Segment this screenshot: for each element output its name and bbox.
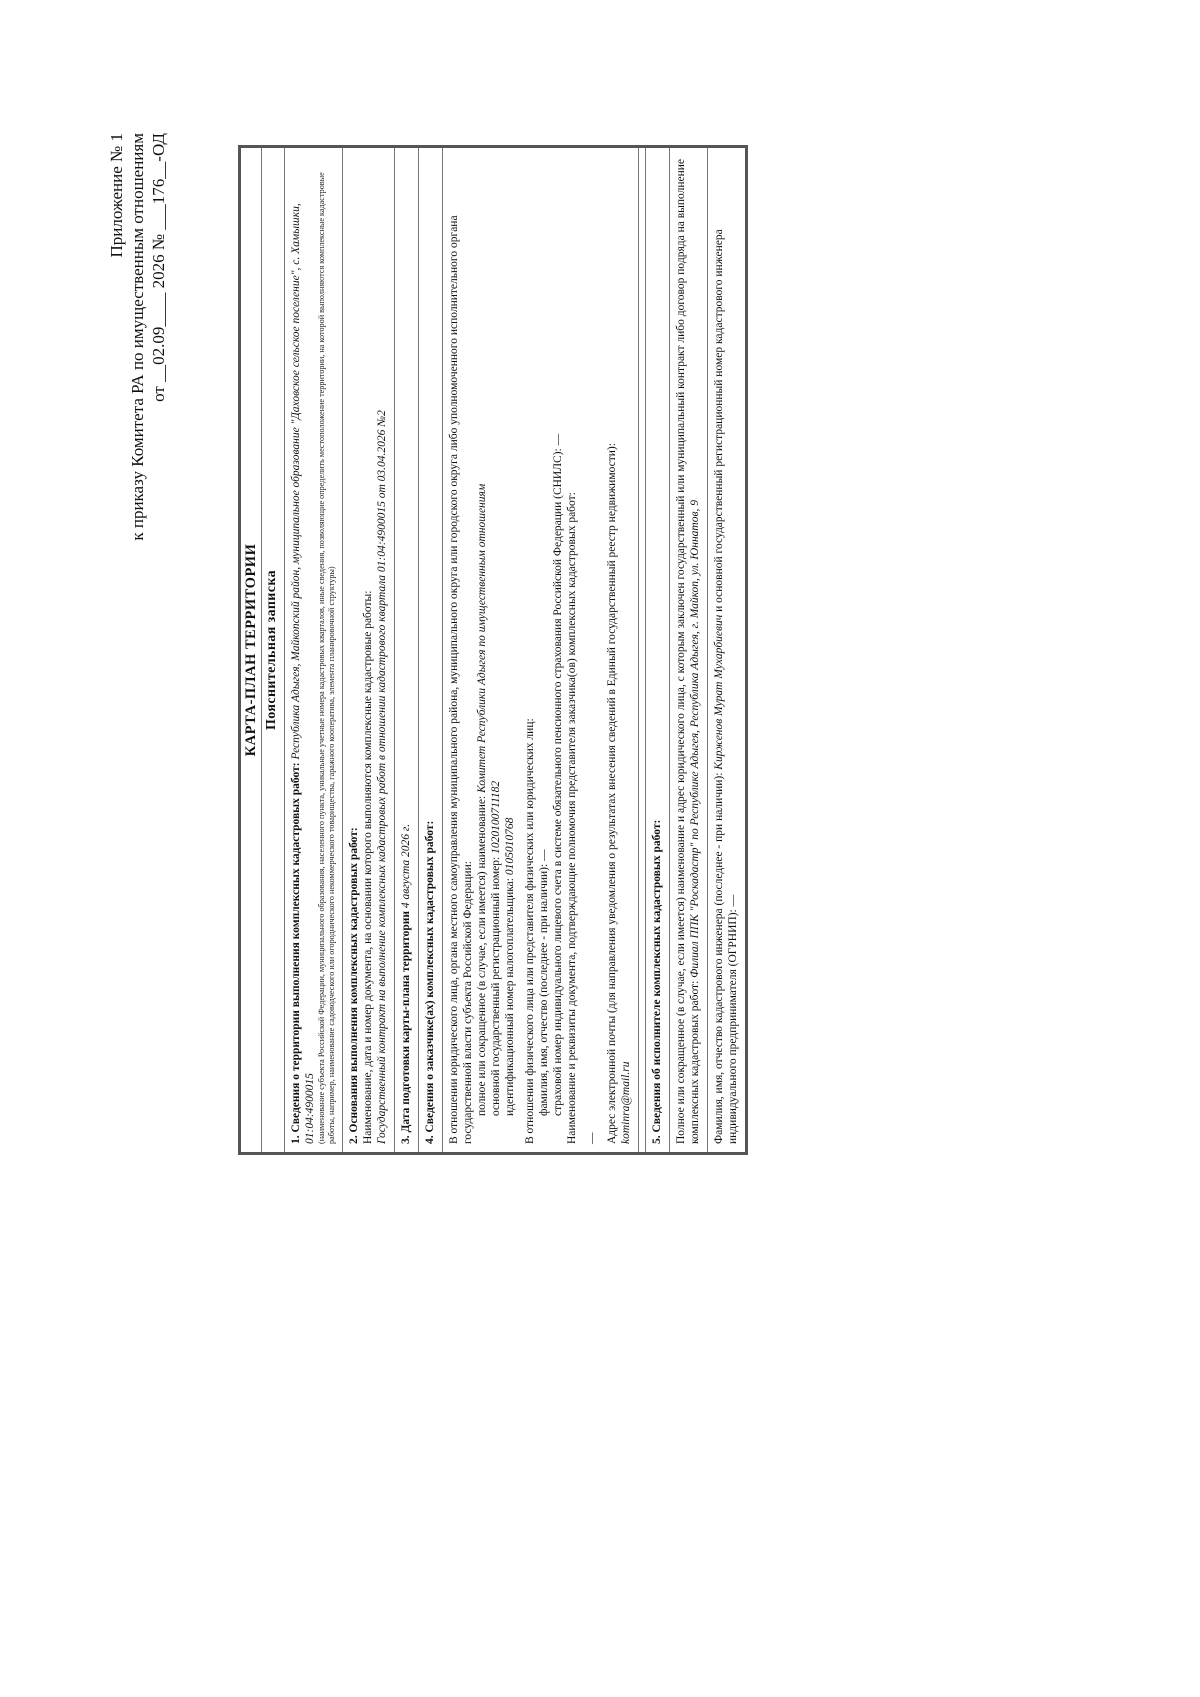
section-2-text: Наименование, дата и номер документа, на основании которого выполняются комплексные кадастровые работы: bbox=[362, 590, 374, 1144]
section-4-inn-value: 0105010768 bbox=[504, 817, 516, 876]
section-5-org-label: Полное или сокращенное (в случае, если имеется) наименование и адрес юридического лица, с которым заключен государственный или муниципальный контракт либо договор подряда на выполнение комплексных кадастровых работ: bbox=[675, 158, 701, 1144]
section-4-email-label: Адрес электронной почты (для направления уведомления о результатах внесения сведений в Единый государственный реестр недвижимости): bbox=[606, 443, 618, 1144]
section-1-note: (наименование субъекта Российской Федерации, муниципального образования, населенного пункта, уникальные учетные номера кадастровых кварталов, иные сведения, позволяющие определить местоположение территории, на которой выполняются комплексные кадастровые работы, например, наименование садоводческого или огороднического некоммерческого товарищества, гаражного кооператива, элемента планировочной структуры) bbox=[317, 172, 336, 1144]
rotated-page bbox=[107, 133, 938, 1155]
section-1-value: Республика Адыгея, Майкопский район, муниципальное образование "Даховское сельское поселение", с. Хамышки, 01:04:4900015 bbox=[290, 203, 316, 1144]
section-4-docs: Наименование и реквизиты документа, подтверждающие полномочия представителя заказчика(ов) комплексных кадастровых работ: bbox=[566, 492, 578, 1144]
subtitle-row bbox=[262, 147, 285, 1154]
section-4-name-value: Комитет Республики Адыгея по имущественным отношениям bbox=[476, 483, 488, 793]
section-5-ogrnip: и основной государственный регистрационный номер кадастрового инженера индивидуального предпринимателя (ОГРНИП): — bbox=[713, 229, 739, 1144]
section-5-eng-label: Фамилия, имя, отчество кадастрового инженера (последнее - при наличии): bbox=[713, 772, 725, 1144]
gap-row bbox=[639, 147, 646, 1154]
section-4-snils: страховой номер индивидуального лицевого счета в системе обязательного пенсионного страхования Российской Федерации (СНИЛС): — bbox=[552, 433, 564, 1116]
section-4-name bbox=[475, 156, 489, 1144]
section-4-body bbox=[443, 147, 639, 1154]
section-4-email-value: kominra@mail.ru bbox=[620, 1061, 632, 1144]
annex-line-2: к приказу Комитета РА по имущественным отношениям bbox=[128, 133, 147, 541]
section-3-value: 4 августа 2026 г. bbox=[400, 823, 412, 909]
section-4-label: 4. Сведения о заказчике(ах) комплексных кадастровых работ: bbox=[424, 820, 436, 1144]
section-3 bbox=[395, 147, 419, 1154]
card-title: КАРТА-ПЛАН ТЕРРИТОРИИ bbox=[240, 147, 262, 1154]
section-4-ogrn bbox=[489, 156, 503, 1144]
annex-header bbox=[106, 133, 169, 733]
section-4-name-label: полное или сокращенное (в случае, если имеется) наименование: bbox=[476, 795, 488, 1116]
gap-cell bbox=[639, 147, 646, 1154]
section-2-row bbox=[343, 147, 395, 1154]
section-2-label: 2. Основания выполнения комплексных кадастровых работ: bbox=[348, 827, 360, 1144]
section-2-value: Государственный контракт на выполнение комплексных кадастровых работ в отношении кадастрового квартала 01:04:4900015 от 03.04.2026 №2 bbox=[376, 410, 388, 1144]
annex-line-1: Приложение № 1 bbox=[107, 133, 126, 258]
title-row bbox=[240, 147, 262, 1154]
section-5-org-value: Филиал ППК "Роскадастр" по Республике Адыгея, Республика Адыгея, г. Майкоп, ул. Юннатов, 9 bbox=[689, 500, 701, 978]
section-5-eng-value: Кирженов Мурат Мухарбиевич bbox=[713, 614, 725, 770]
card-subtitle: Пояснительная записка bbox=[262, 147, 285, 1154]
section-5-org bbox=[670, 147, 708, 1154]
section-1-row bbox=[285, 147, 343, 1154]
section-4-inn bbox=[503, 156, 517, 1144]
section-5-engineer bbox=[708, 147, 747, 1154]
section-4-legal-intro: В отношении юридического лица, органа местного самоуправления муниципального района, муниципального округа или городского округа либо уполномоченного исполнительного органа государственной власти субъекта Российской Федерации: bbox=[448, 215, 474, 1144]
section-4-docs-value: — bbox=[586, 1132, 598, 1144]
section-2 bbox=[343, 147, 395, 1154]
section-5-engineer-row bbox=[708, 147, 747, 1154]
section-5-label: 5. Сведения об исполнителе комплексных кадастровых работ: bbox=[651, 819, 663, 1144]
section-3-label: 3. Дата подготовки карты-плана территории bbox=[400, 910, 412, 1144]
section-4-ogrn-value: 1020100711182 bbox=[490, 780, 502, 854]
section-4-fio: фамилия, имя, отчество (последнее - при наличии): — bbox=[538, 849, 550, 1116]
section-4-header bbox=[419, 147, 443, 1154]
section-4-ogrn-label: основной государственный регистрационный номер: bbox=[490, 856, 502, 1116]
section-4-inn-label: идентификационный номер налогоплательщика: bbox=[504, 878, 516, 1116]
section-1 bbox=[285, 147, 343, 1154]
section-3-row bbox=[395, 147, 419, 1154]
section-5-header bbox=[646, 147, 670, 1154]
section-5-org-row bbox=[670, 147, 708, 1154]
territory-card-table bbox=[238, 145, 748, 1155]
section-5-header-row bbox=[646, 147, 670, 1154]
annex-line-3: от __02.09____ 2026 № ___176__-ОД bbox=[149, 133, 168, 402]
section-4-body-row bbox=[443, 147, 639, 1154]
section-4-header-row bbox=[419, 147, 443, 1154]
section-4-phys-intro: В отношении физического лица или представителя физических или юридических лиц: bbox=[524, 718, 536, 1144]
section-1-label: 1. Сведения о территории выполнения комплексных кадастровых работ: bbox=[290, 762, 302, 1144]
